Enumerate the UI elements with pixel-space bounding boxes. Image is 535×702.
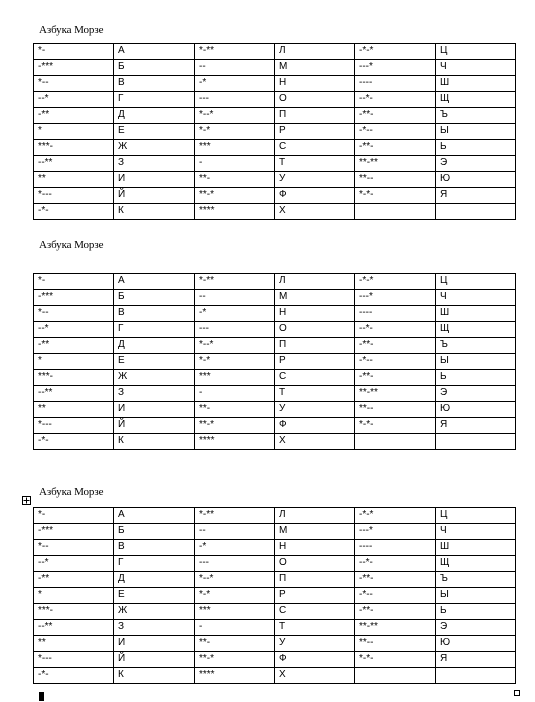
letter-cell[interactable]: Ч xyxy=(436,290,516,306)
table-row xyxy=(34,572,516,588)
table-row xyxy=(34,556,516,572)
table-row xyxy=(34,402,516,418)
letter-cell[interactable]: В xyxy=(114,306,195,322)
letter-cell[interactable]: О xyxy=(275,556,355,572)
morse-table-1[interactable] xyxy=(33,43,516,220)
morse-code-cell[interactable]: --- xyxy=(195,322,275,338)
letter-cell[interactable]: А xyxy=(114,508,195,524)
morse-code-cell[interactable]: **- xyxy=(195,402,275,418)
letter-cell[interactable]: Х xyxy=(275,668,355,684)
letter-cell[interactable]: О xyxy=(275,322,355,338)
morse-code-cell[interactable]: -*** xyxy=(34,290,114,306)
morse-code-cell[interactable]: *-- xyxy=(34,76,114,92)
letter-cell[interactable]: Э xyxy=(436,386,516,402)
letter-cell[interactable]: У xyxy=(275,636,355,652)
morse-code-cell[interactable]: -*** xyxy=(34,60,114,76)
letter-cell[interactable]: Ж xyxy=(114,604,195,620)
letter-cell[interactable]: К xyxy=(114,204,195,220)
letter-cell[interactable]: Л xyxy=(275,274,355,290)
morse-code-cell[interactable]: **-- xyxy=(355,636,436,652)
letter-cell[interactable]: Ы xyxy=(436,124,516,140)
letter-cell[interactable]: П xyxy=(275,338,355,354)
morse-code-cell[interactable]: *--- xyxy=(34,418,114,434)
letter-cell[interactable]: Ъ xyxy=(436,108,516,124)
table-row xyxy=(34,434,516,450)
morse-code-cell[interactable]: **-* xyxy=(195,188,275,204)
letter-cell[interactable]: Е xyxy=(114,354,195,370)
morse-code-cell[interactable]: ** xyxy=(34,172,114,188)
letter-cell[interactable]: Щ xyxy=(436,92,516,108)
morse-code-cell[interactable]: ---* xyxy=(355,524,436,540)
morse-code-cell[interactable]: -*- xyxy=(34,434,114,450)
table-row xyxy=(34,418,516,434)
letter-cell[interactable]: Ю xyxy=(436,402,516,418)
morse-code-cell[interactable]: --*- xyxy=(355,556,436,572)
letter-cell[interactable]: Ю xyxy=(436,636,516,652)
letter-cell[interactable]: А xyxy=(114,44,195,60)
letter-cell[interactable]: Я xyxy=(436,652,516,668)
morse-code-cell[interactable]: ---* xyxy=(355,60,436,76)
letter-cell[interactable]: Н xyxy=(275,306,355,322)
letter-cell[interactable]: Э xyxy=(436,156,516,172)
table-row xyxy=(34,306,516,322)
table-row xyxy=(34,524,516,540)
letter-cell[interactable]: И xyxy=(114,636,195,652)
morse-code-cell[interactable]: -* xyxy=(195,76,275,92)
morse-code-cell[interactable]: *-*- xyxy=(355,652,436,668)
morse-code-cell[interactable]: -**- xyxy=(355,572,436,588)
table-move-handle-icon[interactable] xyxy=(22,496,31,505)
morse-code-cell[interactable]: *--* xyxy=(195,338,275,354)
morse-code-cell[interactable]: -**- xyxy=(355,140,436,156)
letter-cell[interactable]: Ж xyxy=(114,370,195,386)
letter-cell[interactable]: Г xyxy=(114,556,195,572)
morse-code-cell[interactable]: *-*- xyxy=(355,188,436,204)
letter-cell[interactable]: О xyxy=(275,92,355,108)
morse-title-1: Азбука Морзе xyxy=(39,24,104,36)
letter-cell[interactable]: Х xyxy=(275,204,355,220)
letter-cell[interactable]: Д xyxy=(114,338,195,354)
table-row xyxy=(34,44,516,60)
letter-cell[interactable]: П xyxy=(275,108,355,124)
letter-cell[interactable]: Р xyxy=(275,588,355,604)
letter-cell[interactable]: Ц xyxy=(436,508,516,524)
letter-cell[interactable]: А xyxy=(114,274,195,290)
morse-code-cell[interactable]: - xyxy=(195,156,275,172)
morse-code-cell[interactable]: ---* xyxy=(355,290,436,306)
morse-code-cell[interactable]: **** xyxy=(195,204,275,220)
letter-cell[interactable]: В xyxy=(114,540,195,556)
table-row xyxy=(34,588,516,604)
morse-code-cell[interactable]: -**- xyxy=(355,108,436,124)
morse-code-cell[interactable]: **-** xyxy=(355,156,436,172)
morse-code-cell[interactable]: *-* xyxy=(195,124,275,140)
morse-code-cell[interactable]: -*-- xyxy=(355,124,436,140)
morse-code-cell[interactable]: - xyxy=(195,386,275,402)
morse-code-cell[interactable]: ---- xyxy=(355,76,436,92)
morse-code-cell[interactable]: -**- xyxy=(355,604,436,620)
morse-code-cell[interactable]: * xyxy=(34,124,114,140)
letter-cell[interactable]: Б xyxy=(114,60,195,76)
letter-cell[interactable]: И xyxy=(114,402,195,418)
letter-cell[interactable]: Ы xyxy=(436,354,516,370)
table-row xyxy=(34,322,516,338)
morse-code-cell[interactable]: **** xyxy=(195,668,275,684)
morse-code-cell[interactable]: *-* xyxy=(195,354,275,370)
morse-code-cell[interactable]: **-** xyxy=(355,386,436,402)
morse-code-cell[interactable]: --*- xyxy=(355,322,436,338)
letter-cell[interactable]: Ч xyxy=(436,60,516,76)
letter-cell[interactable]: Т xyxy=(275,386,355,402)
morse-code-cell[interactable]: -- xyxy=(195,290,275,306)
letter-cell[interactable]: Ч xyxy=(436,524,516,540)
morse-code-cell[interactable]: * xyxy=(34,588,114,604)
table-row xyxy=(34,124,516,140)
morse-code-cell[interactable]: **- xyxy=(195,636,275,652)
table-row xyxy=(34,540,516,556)
letter-cell[interactable]: Д xyxy=(114,108,195,124)
letter-cell[interactable]: П xyxy=(275,572,355,588)
morse-code-cell[interactable]: ***- xyxy=(34,370,114,386)
morse-code-cell[interactable]: *- xyxy=(34,274,114,290)
letter-cell[interactable]: С xyxy=(275,140,355,156)
letter-cell[interactable]: М xyxy=(275,290,355,306)
morse-code-cell[interactable] xyxy=(355,668,436,684)
morse-table-3[interactable] xyxy=(33,507,516,684)
letter-cell[interactable]: Ъ xyxy=(436,338,516,354)
table-row xyxy=(34,636,516,652)
morse-code-cell[interactable]: *--* xyxy=(195,572,275,588)
morse-code-cell[interactable]: *** xyxy=(195,604,275,620)
letter-cell[interactable]: И xyxy=(114,172,195,188)
table-row xyxy=(34,338,516,354)
table-row xyxy=(34,156,516,172)
letter-cell[interactable]: Е xyxy=(114,124,195,140)
morse-code-cell[interactable]: ***- xyxy=(34,604,114,620)
letter-cell[interactable]: К xyxy=(114,434,195,450)
table-row xyxy=(34,290,516,306)
letter-cell[interactable]: Т xyxy=(275,156,355,172)
morse-code-cell[interactable]: *--- xyxy=(34,188,114,204)
table-row xyxy=(34,92,516,108)
letter-cell[interactable]: Э xyxy=(436,620,516,636)
morse-table-2[interactable] xyxy=(33,273,516,450)
morse-code-cell[interactable]: -**- xyxy=(355,370,436,386)
letter-cell[interactable]: Л xyxy=(275,508,355,524)
morse-code-cell[interactable]: -*-- xyxy=(355,588,436,604)
morse-code-cell[interactable]: **-- xyxy=(355,172,436,188)
morse-code-cell[interactable]: *** xyxy=(195,140,275,156)
morse-code-cell[interactable]: ---- xyxy=(355,306,436,322)
table-row xyxy=(34,604,516,620)
letter-cell[interactable]: Щ xyxy=(436,322,516,338)
morse-code-cell[interactable]: -*-* xyxy=(355,44,436,60)
morse-code-cell[interactable]: -*-* xyxy=(355,274,436,290)
morse-code-cell[interactable]: --** xyxy=(34,156,114,172)
table-row xyxy=(34,204,516,220)
morse-code-cell[interactable]: *-** xyxy=(195,44,275,60)
letter-cell[interactable]: М xyxy=(275,60,355,76)
table-row xyxy=(34,140,516,156)
morse-code-cell[interactable]: **-* xyxy=(195,652,275,668)
text-cursor xyxy=(39,692,44,701)
table-row xyxy=(34,172,516,188)
letter-cell[interactable]: Т xyxy=(275,620,355,636)
table-row xyxy=(34,354,516,370)
table-row xyxy=(34,508,516,524)
letter-cell[interactable]: Р xyxy=(275,124,355,140)
letter-cell[interactable]: Ц xyxy=(436,44,516,60)
letter-cell[interactable]: Я xyxy=(436,188,516,204)
morse-code-cell[interactable]: -*-- xyxy=(355,354,436,370)
letter-cell[interactable] xyxy=(436,434,516,450)
letter-cell[interactable]: К xyxy=(114,668,195,684)
table-row xyxy=(34,76,516,92)
morse-code-cell[interactable]: --*- xyxy=(355,92,436,108)
morse-code-cell[interactable]: *** xyxy=(195,370,275,386)
letter-cell[interactable]: Щ xyxy=(436,556,516,572)
table-row xyxy=(34,652,516,668)
letter-cell[interactable]: Ф xyxy=(275,418,355,434)
morse-code-cell[interactable]: **-- xyxy=(355,402,436,418)
letter-cell[interactable]: Л xyxy=(275,44,355,60)
morse-code-cell[interactable]: *--* xyxy=(195,108,275,124)
morse-code-cell[interactable]: -** xyxy=(34,108,114,124)
morse-code-cell[interactable]: -** xyxy=(34,572,114,588)
letter-cell[interactable]: Ш xyxy=(436,76,516,92)
letter-cell[interactable]: З xyxy=(114,620,195,636)
letter-cell[interactable]: Ф xyxy=(275,652,355,668)
letter-cell[interactable]: Ь xyxy=(436,140,516,156)
morse-title-3: Азбука Морзе xyxy=(39,486,104,498)
morse-code-cell[interactable]: -*- xyxy=(34,668,114,684)
letter-cell[interactable]: Н xyxy=(275,540,355,556)
letter-cell[interactable]: М xyxy=(275,524,355,540)
letter-cell[interactable]: Г xyxy=(114,92,195,108)
letter-cell[interactable]: Я xyxy=(436,418,516,434)
morse-code-cell[interactable]: -*- xyxy=(34,204,114,220)
morse-code-cell[interactable]: *-* xyxy=(195,588,275,604)
morse-code-cell[interactable]: **-** xyxy=(355,620,436,636)
letter-cell[interactable]: Ь xyxy=(436,604,516,620)
letter-cell[interactable]: Ш xyxy=(436,306,516,322)
letter-cell[interactable]: Ю xyxy=(436,172,516,188)
letter-cell[interactable]: Ь xyxy=(436,370,516,386)
morse-code-cell[interactable]: --- xyxy=(195,556,275,572)
table-row xyxy=(34,620,516,636)
letter-cell[interactable]: С xyxy=(275,604,355,620)
morse-code-cell[interactable]: --** xyxy=(34,386,114,402)
letter-cell[interactable]: Б xyxy=(114,290,195,306)
morse-code-cell[interactable]: ** xyxy=(34,636,114,652)
morse-code-cell[interactable]: -* xyxy=(195,540,275,556)
morse-code-cell[interactable]: *-** xyxy=(195,508,275,524)
morse-code-cell[interactable] xyxy=(355,204,436,220)
table-row xyxy=(34,274,516,290)
move-arrows-icon xyxy=(23,497,30,504)
morse-code-cell[interactable]: --* xyxy=(34,556,114,572)
letter-cell[interactable]: Й xyxy=(114,652,195,668)
table-row xyxy=(34,60,516,76)
morse-code-cell[interactable]: -*-* xyxy=(355,508,436,524)
morse-code-cell[interactable]: *-- xyxy=(34,306,114,322)
morse-code-cell[interactable]: ---- xyxy=(355,540,436,556)
morse-code-cell[interactable] xyxy=(355,434,436,450)
morse-code-cell[interactable]: --- xyxy=(195,92,275,108)
letter-cell[interactable]: В xyxy=(114,76,195,92)
morse-code-cell[interactable]: ** xyxy=(34,402,114,418)
letter-cell[interactable] xyxy=(436,204,516,220)
letter-cell[interactable]: Е xyxy=(114,588,195,604)
letter-cell[interactable]: Ж xyxy=(114,140,195,156)
morse-code-cell[interactable]: --* xyxy=(34,92,114,108)
letter-cell[interactable]: У xyxy=(275,172,355,188)
letter-cell[interactable]: Ш xyxy=(436,540,516,556)
morse-code-cell[interactable]: -**- xyxy=(355,338,436,354)
letter-cell[interactable]: Р xyxy=(275,354,355,370)
morse-code-cell[interactable]: *- xyxy=(34,44,114,60)
morse-code-cell[interactable]: * xyxy=(34,354,114,370)
morse-code-cell[interactable]: *-*- xyxy=(355,418,436,434)
morse-code-cell[interactable]: **** xyxy=(195,434,275,450)
letter-cell[interactable]: Н xyxy=(275,76,355,92)
letter-cell[interactable]: Ц xyxy=(436,274,516,290)
morse-title-2: Азбука Морзе xyxy=(39,239,104,251)
letter-cell[interactable]: Г xyxy=(114,322,195,338)
morse-code-cell[interactable]: -*** xyxy=(34,524,114,540)
table-row xyxy=(34,188,516,204)
table-resize-handle-icon[interactable] xyxy=(514,690,520,696)
letter-cell[interactable]: У xyxy=(275,402,355,418)
letter-cell[interactable]: Й xyxy=(114,418,195,434)
letter-cell[interactable]: Д xyxy=(114,572,195,588)
letter-cell[interactable]: Ъ xyxy=(436,572,516,588)
letter-cell[interactable]: Ф xyxy=(275,188,355,204)
table-row xyxy=(34,668,516,684)
morse-code-cell[interactable]: *-** xyxy=(195,274,275,290)
letter-cell[interactable]: С xyxy=(275,370,355,386)
morse-code-cell[interactable]: *- xyxy=(34,508,114,524)
letter-cell[interactable]: Х xyxy=(275,434,355,450)
morse-code-cell[interactable]: -** xyxy=(34,338,114,354)
morse-code-cell[interactable]: **- xyxy=(195,172,275,188)
morse-code-cell[interactable]: --* xyxy=(34,322,114,338)
morse-code-cell[interactable]: *--- xyxy=(34,652,114,668)
morse-code-cell[interactable]: *-- xyxy=(34,540,114,556)
table-row xyxy=(34,370,516,386)
morse-code-cell[interactable]: -- xyxy=(195,524,275,540)
letter-cell[interactable]: З xyxy=(114,386,195,402)
letter-cell[interactable]: Ы xyxy=(436,588,516,604)
letter-cell[interactable]: Й xyxy=(114,188,195,204)
morse-code-cell[interactable]: -- xyxy=(195,60,275,76)
letter-cell[interactable]: Б xyxy=(114,524,195,540)
table-row xyxy=(34,108,516,124)
morse-code-cell[interactable]: - xyxy=(195,620,275,636)
morse-code-cell[interactable]: **-* xyxy=(195,418,275,434)
letter-cell[interactable] xyxy=(436,668,516,684)
morse-code-cell[interactable]: -* xyxy=(195,306,275,322)
morse-code-cell[interactable]: --** xyxy=(34,620,114,636)
letter-cell[interactable]: З xyxy=(114,156,195,172)
table-row xyxy=(34,386,516,402)
morse-code-cell[interactable]: ***- xyxy=(34,140,114,156)
